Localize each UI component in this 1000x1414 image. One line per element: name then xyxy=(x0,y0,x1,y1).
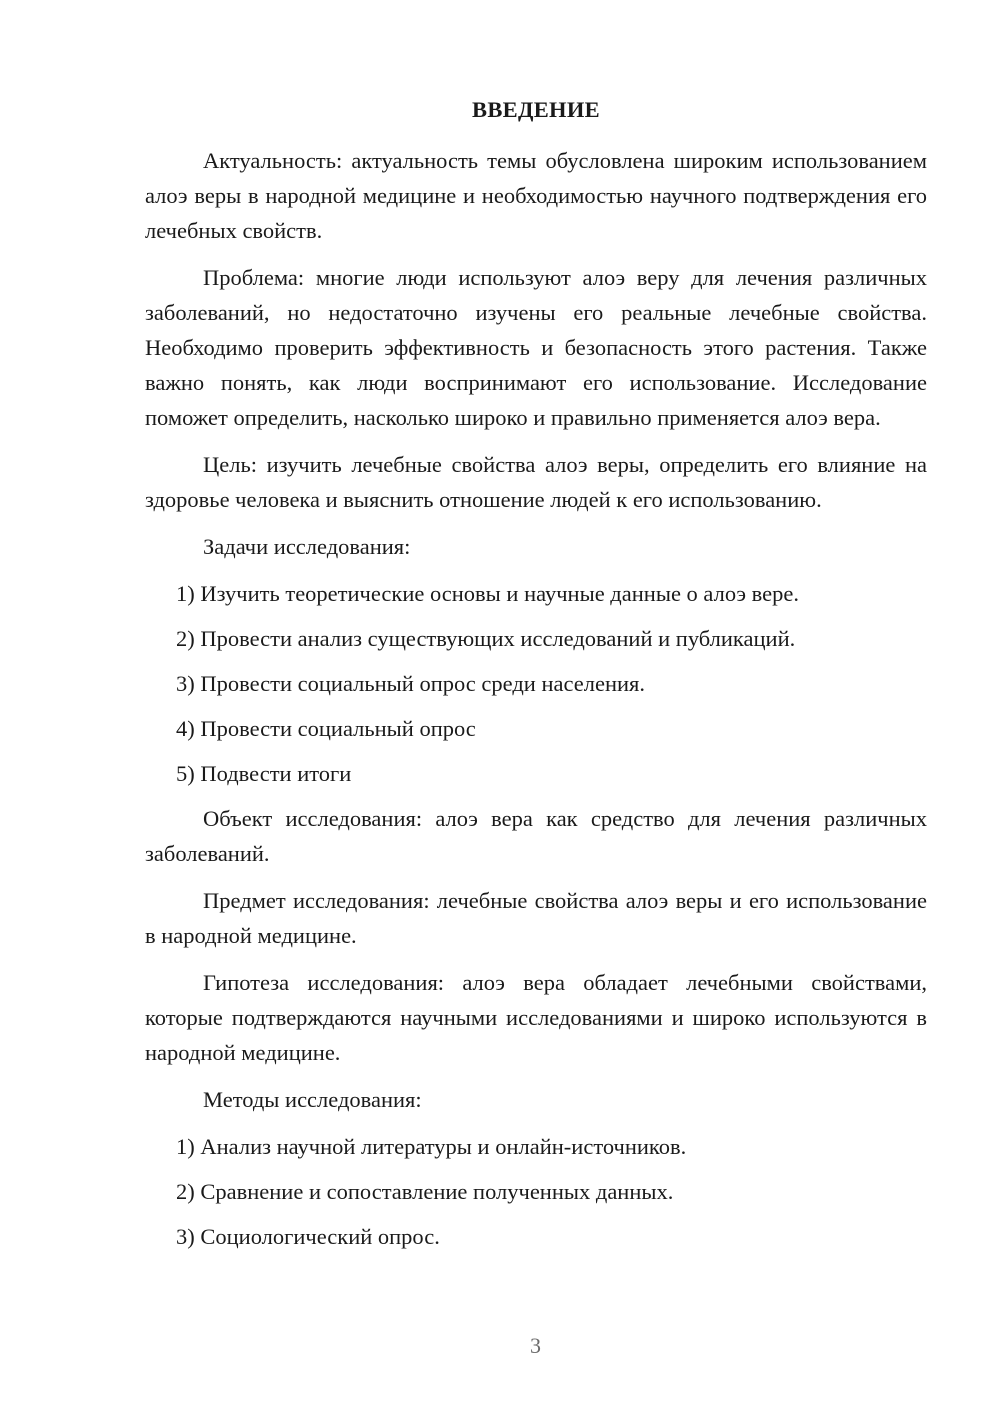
tasks-list xyxy=(145,576,927,791)
page-title: ВВЕДЕНИЕ xyxy=(472,97,600,122)
task-item: 4) Провести социальный опрос xyxy=(176,716,476,741)
document-page xyxy=(145,95,927,1264)
task-item: 5) Подвести итоги xyxy=(176,761,352,786)
goal-paragraph: Цель: изучить лечебные свойства алоэ веры, определить его влияние на здоровье человека и выяснить отношение людей к его использованию. xyxy=(145,452,927,512)
page-number: 3 xyxy=(530,1333,541,1358)
methods-heading: Методы исследования: xyxy=(203,1087,422,1112)
hypothesis-paragraph: Гипотеза исследования: алоэ вера обладает лечебными свойствами, которые подтверждаются научными исследованиями и широко используются в народной медицине. xyxy=(145,970,927,1065)
problem-paragraph: Проблема: многие люди используют алоэ веру для лечения различных заболеваний, но недостаточно изучены его реальные лечебные свойства. Необходимо проверить эффективность и безопасность этого растения. Также важно понять, как люди воспринимают его использование. Исследование поможет определить, насколько широко и правильно применяется алоэ вера. xyxy=(145,265,927,430)
task-item: 3) Провести социальный опрос среди населения. xyxy=(176,671,646,696)
relevance-paragraph: Актуальность: актуальность темы обусловлена широким использованием алоэ веры в народной медицине и необходимостью научного подтверждения его лечебных свойств. xyxy=(145,148,927,243)
methods-list xyxy=(145,1129,927,1254)
task-item: 1) Изучить теоретические основы и научные данные о алоэ вере. xyxy=(176,581,799,606)
subject-paragraph: Предмет исследования: лечебные свойства алоэ веры и его использование в народной медицине. xyxy=(145,888,927,948)
tasks-heading: Задачи исследования: xyxy=(203,534,411,559)
method-item: 3) Социологический опрос. xyxy=(176,1224,440,1249)
task-item: 2) Провести анализ существующих исследований и публикаций. xyxy=(176,626,796,651)
object-paragraph: Объект исследования: алоэ вера как средство для лечения различных заболеваний. xyxy=(145,806,927,866)
method-item: 1) Анализ научной литературы и онлайн-источников. xyxy=(176,1134,687,1159)
method-item: 2) Сравнение и сопоставление полученных данных. xyxy=(176,1179,674,1204)
